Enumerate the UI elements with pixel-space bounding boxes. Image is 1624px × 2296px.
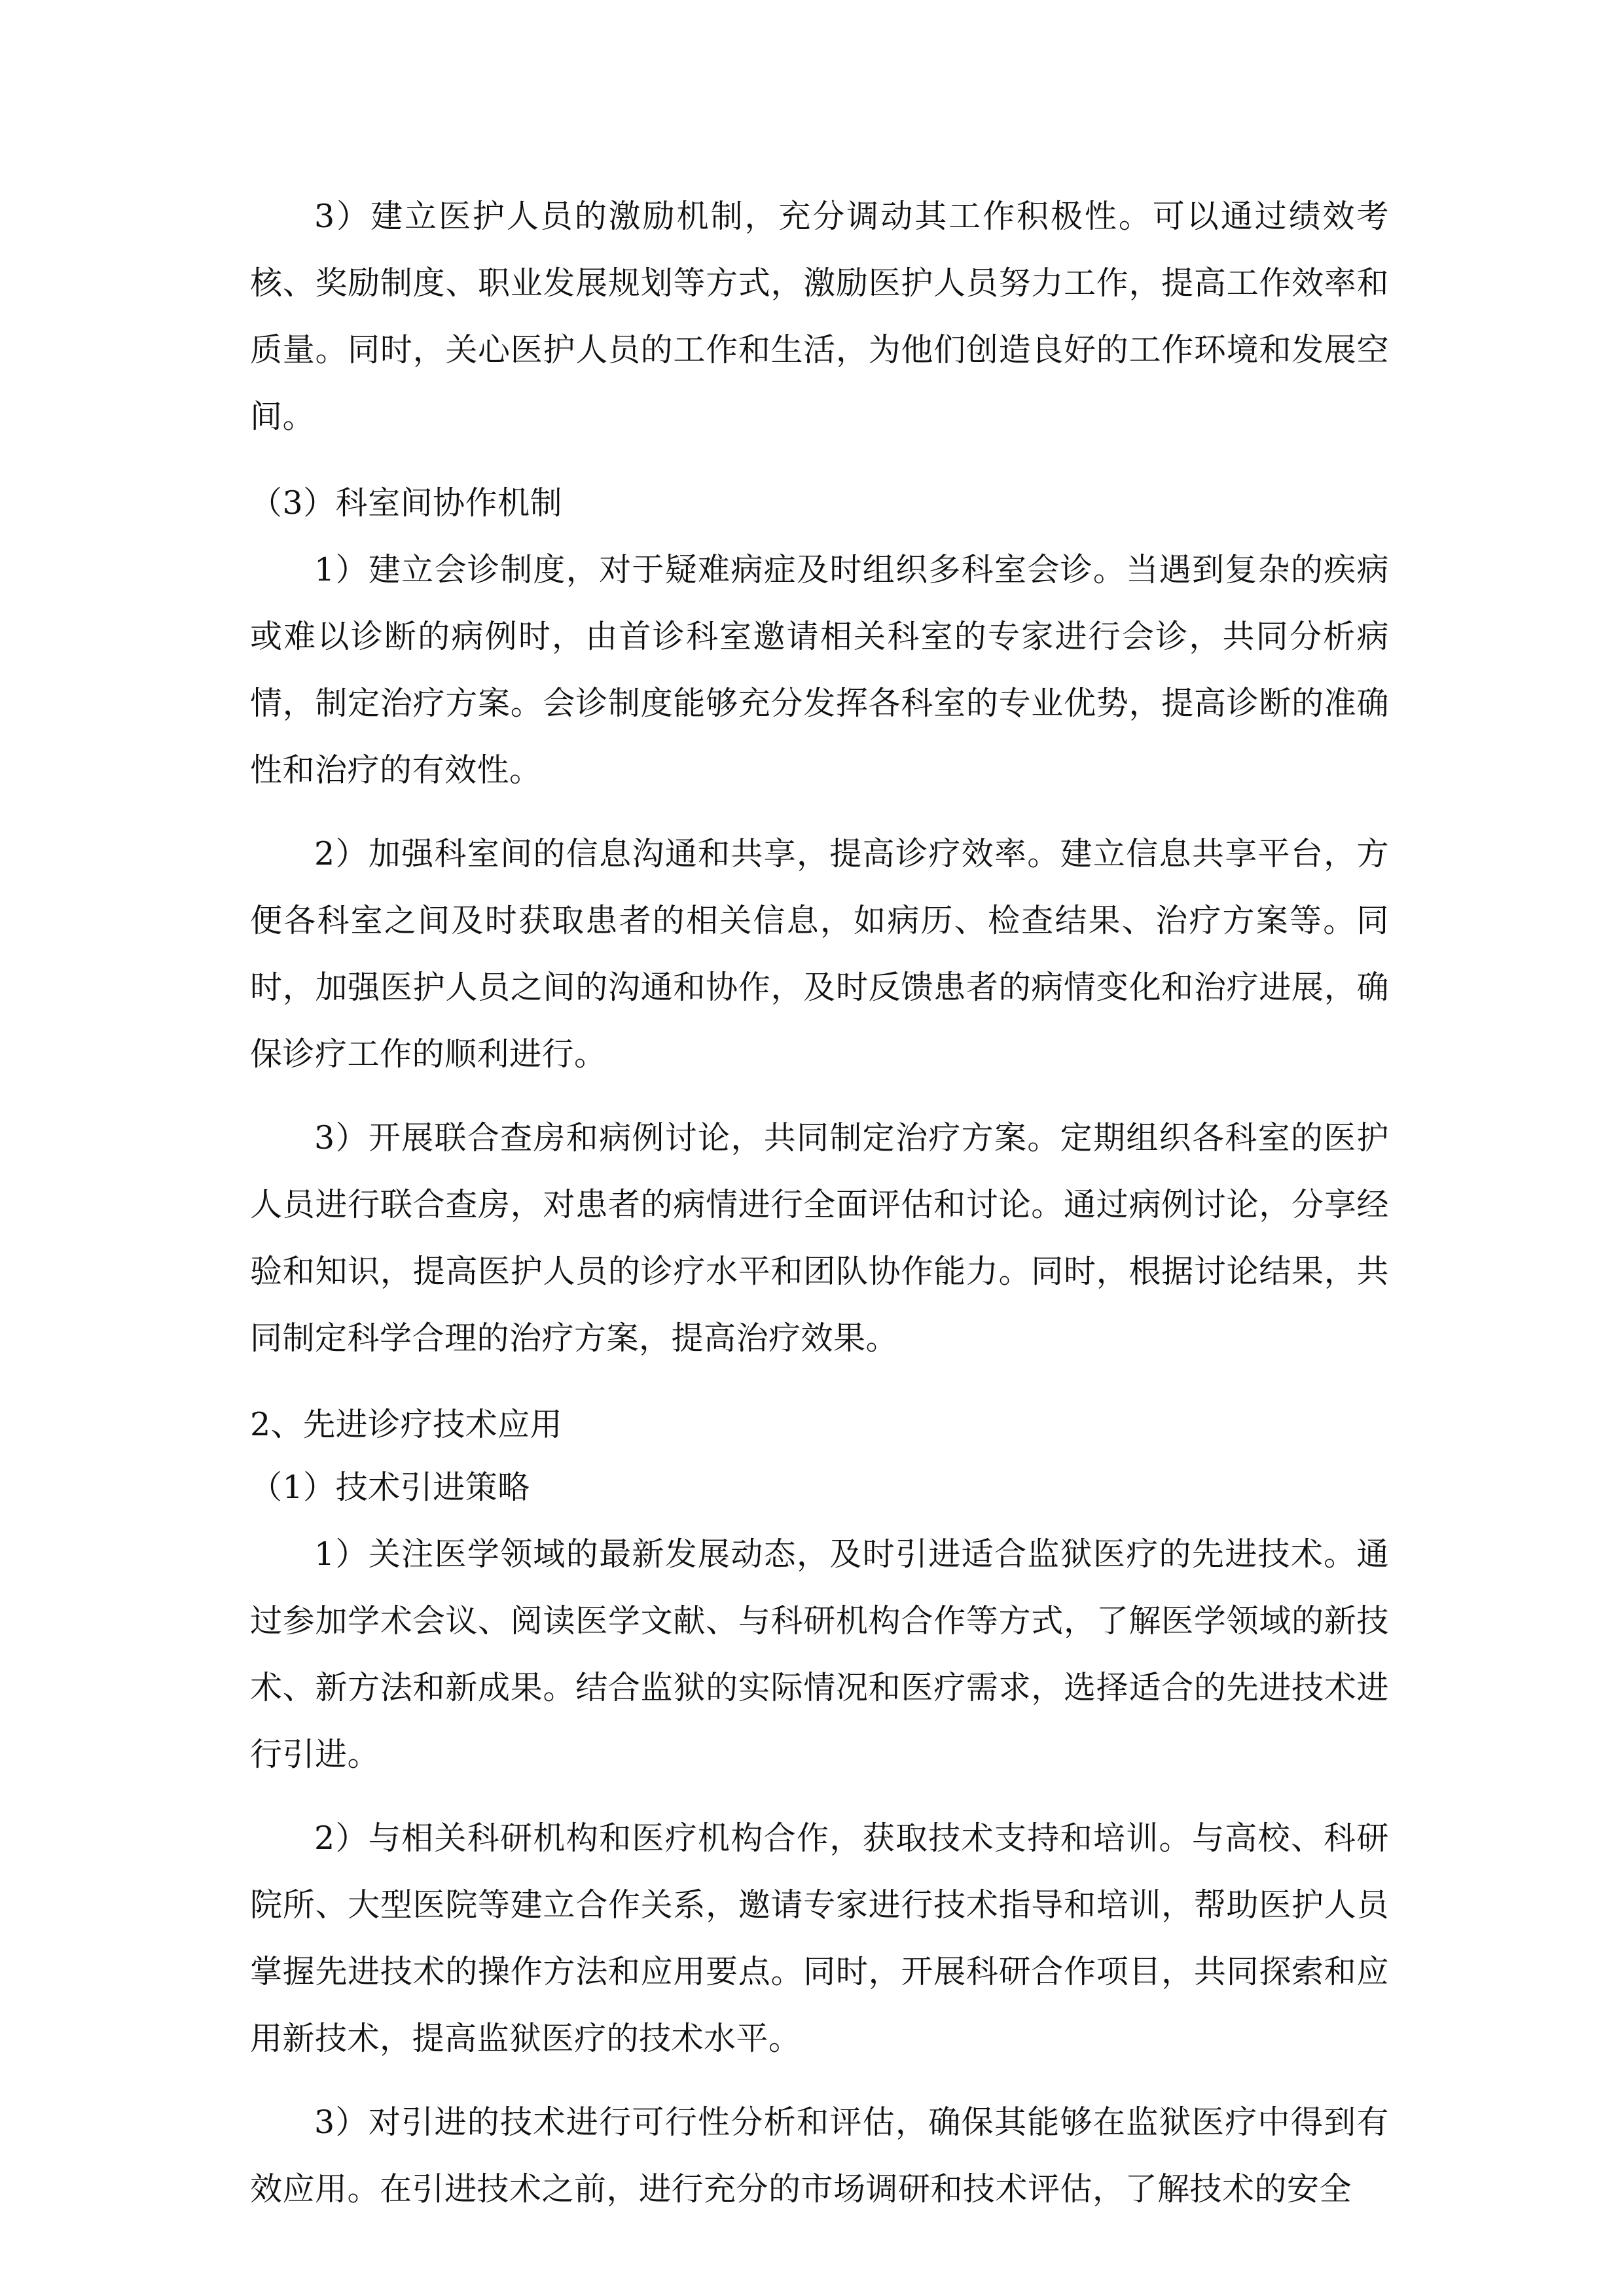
paragraph-joint-ward-rounds: 3）开展联合查房和病例讨论，共同制定治疗方案。定期组织各科室的医护人员进行联合查房，对患者的病情进行全面评估和讨论。通过病例讨论，分享经验和知识，提高医护人员的诊疗水平和团队协作能力。同时，根据讨论结果，共同制定科学合理的治疗方案，提高治疗效果。 — [250, 1119, 1389, 1357]
document-body — [250, 183, 1389, 2223]
paragraph-medical-developments: 1）关注医学领域的最新发展动态，及时引进适合监狱医疗的先进技术。通过参加学术会议、阅读医学文献、与科研机构合作等方式，了解医学领域的新技术、新方法和新成果。结合监狱的实际情况和医疗需求，选择适合的先进技术进行引进。 — [250, 1535, 1389, 1773]
paragraph-information-sharing: 2）加强科室间的信息沟通和共享，提高诊疗效率。建立信息共享平台，方便各科室之间及时获取患者的相关信息，如病历、检查结果、治疗方案等。同时，加强医护人员之间的沟通和协作，及时反馈患者的病情变化和治疗进展，确保诊疗工作的顺利进行。 — [250, 835, 1389, 1073]
paragraph-feasibility-analysis: 3）对引进的技术进行可行性分析和评估，确保其能够在监狱医疗中得到有效应用。在引进技术之前，进行充分的市场调研和技术评估，了解技术的安全 — [250, 2104, 1389, 2208]
paragraph-research-cooperation: 2）与相关科研机构和医疗机构合作，获取技术支持和培训。与高校、科研院所、大型医院等建立合作关系，邀请专家进行技术指导和培训，帮助医护人员掌握先进技术的操作方法和应用要点。同时，开展科研合作项目，共同探索和应用新技术，提高监狱医疗的技术水平。 — [250, 1820, 1389, 2057]
paragraph-incentive-mechanism: 3）建立医护人员的激励机制，充分调动其工作积极性。可以通过绩效考核、奖励制度、职业发展规划等方式，激励医护人员努力工作，提高工作效率和质量。同时，关心医护人员的工作和生活，为他们创造良好的工作环境和发展空间。 — [250, 198, 1389, 435]
subheading-department-collaboration: （3）科室间协作机制 — [250, 484, 563, 522]
heading-advanced-technology: 2、先进诊疗技术应用 — [250, 1406, 563, 1443]
subheading-technology-introduction: （1）技术引进策略 — [250, 1469, 530, 1506]
paragraph-consultation-system: 1）建立会诊制度，对于疑难病症及时组织多科室会诊。当遇到复杂的疾病或难以诊断的病例时，由首诊科室邀请相关科室的专家进行会诊，共同分析病情，制定治疗方案。会诊制度能够充分发挥各科室的专业优势，提高诊断的准确性和治疗的有效性。 — [250, 551, 1389, 789]
